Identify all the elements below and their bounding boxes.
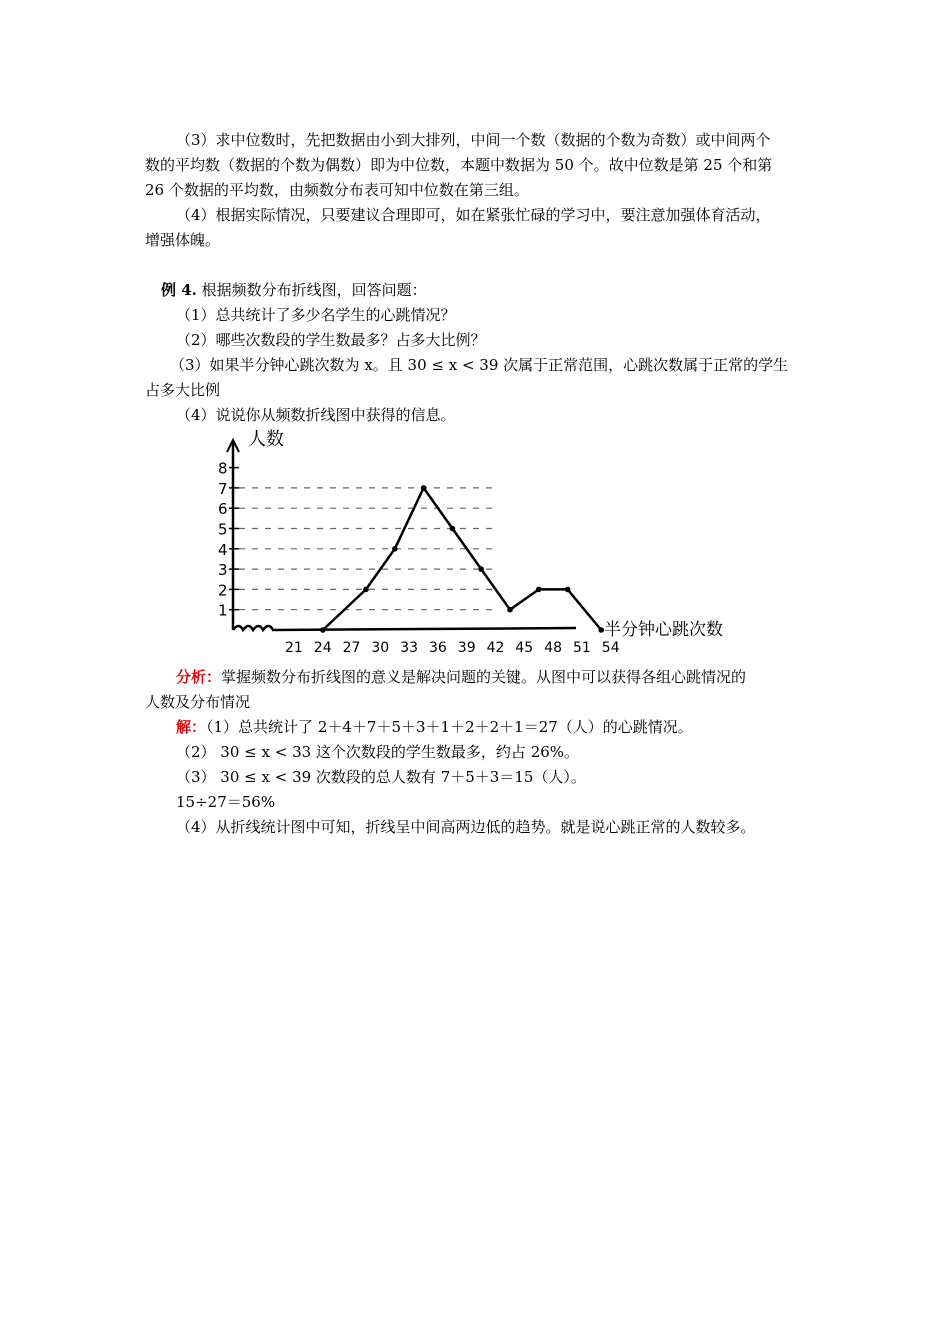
x-tick-label: 48 bbox=[544, 640, 563, 656]
x-tick-label: 21 bbox=[285, 640, 303, 656]
x-tick-label: 24 bbox=[313, 640, 332, 656]
question-2: （2）哪些次数段的学生数最多？占多大比例？ bbox=[176, 331, 486, 349]
solution-line-1 bbox=[176, 717, 693, 737]
chart-series bbox=[320, 485, 604, 633]
y-axis-label: 人数 bbox=[248, 429, 284, 450]
y-tick-label: 8 bbox=[218, 459, 228, 478]
x-tick-label: 36 bbox=[429, 640, 447, 656]
answer-2: （2） 30 ≤ x < 33 这个次数段的学生数最多，约占 26%。 bbox=[176, 743, 580, 761]
y-tick-label: 3 bbox=[218, 561, 228, 580]
x-tick-label: 42 bbox=[486, 640, 505, 656]
y-tick-label: 4 bbox=[218, 540, 228, 559]
y-tick-labels bbox=[218, 460, 228, 620]
analysis-label: 分析： bbox=[176, 668, 222, 686]
y-tick-label: 6 bbox=[218, 500, 228, 519]
x-tick-label: 39 bbox=[457, 640, 476, 656]
question-4: （4）说说你从频数折线图中获得的信息。 bbox=[176, 406, 456, 424]
x-tick-labels bbox=[285, 640, 620, 656]
x-axis bbox=[233, 626, 576, 630]
question-3-line-2: 占多大比例 bbox=[145, 381, 221, 399]
data-point bbox=[536, 587, 542, 593]
y-tick-label: 1 bbox=[218, 601, 228, 620]
series-line bbox=[323, 488, 601, 630]
paragraph-3-line-2: 数的平均数（数据的个数为偶数）即为中位数，本题中数据为 50 个。故中位数是第 25 个和第 bbox=[145, 156, 773, 174]
paragraph-4-line-1: （4）根据实际情况，只要建议合理即可，如在紧张忙碌的学习中，要注意加强体育活动， bbox=[176, 206, 771, 224]
x-tick-label: 51 bbox=[573, 640, 591, 656]
frequency-polygon-chart bbox=[214, 428, 754, 658]
data-point bbox=[392, 546, 398, 552]
answer-3: （3） 30 ≤ x < 39 次数段的总人数有 7＋5＋3＝15（人）。 bbox=[176, 768, 586, 786]
y-tick-label: 2 bbox=[218, 581, 228, 600]
x-tick-label: 30 bbox=[371, 640, 390, 656]
example-label: 例 4. bbox=[161, 281, 197, 299]
data-point bbox=[450, 526, 456, 532]
example-title: 根据频数分布折线图，回答问题： bbox=[201, 281, 427, 299]
y-tick-label: 5 bbox=[218, 520, 228, 539]
x-axis-label: 半分钟心跳次数 bbox=[604, 620, 723, 640]
x-tick-label: 54 bbox=[601, 640, 620, 656]
question-3-line-1: （3）如果半分钟心跳次数为 x。且 30 ≤ x < 39 次属于正常范围，心跳次数属于正常的学生 bbox=[170, 356, 789, 374]
data-point bbox=[421, 485, 427, 491]
analysis-line-1 bbox=[176, 667, 746, 687]
x-tick-label: 33 bbox=[400, 640, 419, 656]
x-tick-label: 27 bbox=[342, 640, 361, 656]
answer-4: （4）从折线统计图中可知，折线呈中间高两边低的趋势。就是说心跳正常的人数较多。 bbox=[176, 818, 756, 836]
data-point bbox=[320, 627, 326, 633]
answer-3-calculation: 15÷27＝56% bbox=[176, 793, 276, 811]
paragraph-4-line-2: 增强体魄。 bbox=[145, 231, 221, 249]
data-point bbox=[507, 607, 513, 613]
solution-label: 解： bbox=[176, 718, 207, 736]
analysis-line-2: 人数及分布情况 bbox=[145, 693, 251, 711]
question-1: （1）总共统计了多少名学生的心跳情况？ bbox=[176, 306, 456, 324]
x-tick-label: 45 bbox=[515, 640, 534, 656]
data-point bbox=[363, 587, 369, 593]
example-heading bbox=[161, 280, 427, 300]
analysis-text: 掌握频数分布折线图的意义是解决问题的关键。从图中可以获得各组心跳情况的 bbox=[221, 668, 747, 686]
data-point bbox=[478, 566, 484, 572]
paragraph-3-line-3: 26 个数据的平均数，由频数分布表可知中位数在第三组。 bbox=[145, 181, 529, 199]
data-point bbox=[565, 587, 571, 593]
y-tick-label: 7 bbox=[218, 479, 228, 498]
paragraph-3-line-1: （3）求中位数时，先把数据由小到大排列，中间一个数（数据的个数为奇数）或中间两个 bbox=[176, 131, 771, 149]
answer-1: （1）总共统计了 2＋4＋7＋5＋3＋1＋2＋2＋1＝27（人）的心跳情况。 bbox=[206, 718, 693, 736]
